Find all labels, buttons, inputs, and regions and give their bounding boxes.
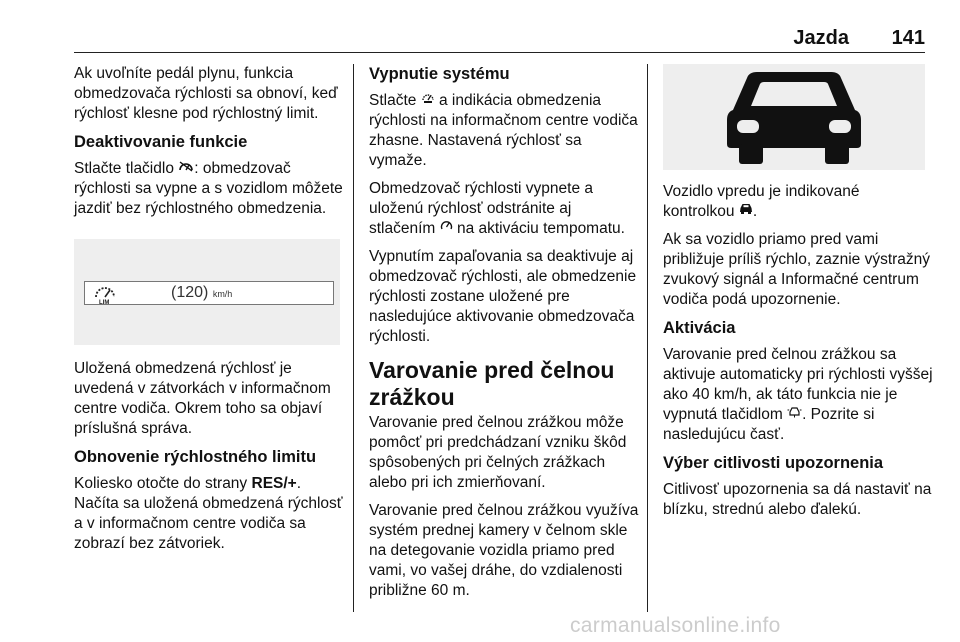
heading-deactivate: Deaktivovanie funkcie — [74, 133, 248, 151]
text-segment: . Načíta sa uložená obmedzená rýchlosť a v informačnom centre vodiča sa zobrazí bez zátvoriek. — [74, 475, 343, 552]
paragraph-indicator — [663, 182, 935, 222]
paragraph-resume: Ak uvoľníte pedál plynu, funkcia obmedzovača rýchlosti sa obnoví, keď rýchlosť klesne pod rýchlostný limit. — [74, 65, 338, 122]
speed-limiter-off-icon — [178, 160, 194, 174]
text-segment: Vozidlo vpredu je indikované kontrolkou — [663, 183, 860, 220]
text-segment: Obmedzovač rýchlosti vypnete a uloženú rýchlosť odstránite aj stlačením — [369, 180, 593, 237]
paragraph-approach: Ak sa vozidlo priamo pred vami približuje príliš rýchlo, zaznie výstražný zvukový signál a Informačné centrum vodiča podá upozornenie. — [663, 231, 931, 308]
heading-restore: Obnovenie rýchlostného limitu — [74, 448, 317, 466]
lim-label: LIM — [99, 300, 110, 305]
text-segment: . — [752, 203, 758, 220]
column-2 — [369, 64, 641, 609]
text-segment: a indikácia obmedzenia rýchlosti na informačnom centre vodiča zhasne. Nastavená rýchlosť sa vymaže. — [369, 92, 638, 169]
text-segment: Stlačte — [369, 92, 421, 109]
cruise-control-icon — [440, 219, 453, 234]
vehicle-ahead-figure — [663, 64, 925, 170]
paragraph-system-off — [369, 91, 641, 171]
text-segment: : obmedzovač rýchlosti sa vypne a s vozidlom môžete jazdiť bez rýchlostného obmedzenia. — [74, 160, 343, 217]
paragraph-stored-speed: Uložená obmedzená rýchlosť je uvedená v zátvorkách v informačnom centre vodiča. Okrem toho sa objaví príslušná správa. — [74, 360, 331, 437]
page-number: 141 — [891, 27, 925, 49]
res-plus-label: RES/+ — [251, 475, 297, 492]
collision-alert-button-icon — [787, 406, 802, 420]
chapter-title: Jazda — [793, 27, 849, 49]
paragraph-activation — [663, 345, 935, 445]
vehicle-ahead-icon — [723, 70, 865, 166]
text-segment: Varovanie pred čelnou zrážkou sa aktivuje automaticky pri rýchlosti vyššej ako 40 km/h, ak táto funkcia nie je vypnutá tlačidlom — [663, 346, 933, 423]
heading-activation: Aktivácia — [663, 319, 736, 337]
paragraph-fcw-camera: Varovanie pred čelnou zrážkou využíva systém prednej kamery v čelnom skle na detegovanie vozidla priamo pred vami, vo vašej dráhe, do vzdialenosti približne 60 m. — [369, 502, 639, 599]
column-divider-2 — [647, 64, 648, 612]
column-3 — [663, 64, 935, 528]
header-rule — [74, 52, 925, 53]
limiter-display-figure — [74, 239, 340, 345]
paragraph-fcw-intro: Varovanie pred čelnou zrážkou môže pomôcť pri predchádzaní vzniku škôd spôsobených pri čelných zrážkach alebo pri ich zmierňovaní. — [369, 414, 627, 491]
text-segment: Stlačte tlačidlo — [74, 160, 179, 177]
speed-limiter-icon — [421, 91, 435, 106]
paragraph-deactivate — [74, 159, 346, 219]
text-segment: na aktiváciu tempomatu. — [452, 220, 625, 237]
watermark: carmanualsonline.info — [570, 614, 781, 637]
stored-speed — [171, 283, 232, 304]
paragraph-restore — [74, 474, 346, 554]
speed-limiter-icon — [90, 283, 120, 310]
text-segment: . Pozrite si nasledujúcu časť. — [663, 406, 875, 443]
heading-system-off: Vypnutie systému — [369, 65, 510, 83]
column-1 — [74, 64, 346, 562]
paragraph-ignition: Vypnutím zapaľovania sa deaktivuje aj obmedzovač rýchlosti, ale obmedzenie rýchlosti zostane uložené pre nasledujúce aktivovanie obmedzovača rýchlosti. — [369, 248, 637, 345]
heading-sensitivity: Výber citlivosti upozornenia — [663, 454, 884, 472]
section-title-fcw: Varovanie pred čelnou zrážkou — [369, 357, 615, 410]
stored-speed-value: (120) — [171, 284, 209, 301]
paragraph-cruise-off — [369, 179, 641, 239]
column-divider-1 — [353, 64, 354, 612]
paragraph-sensitivity: Citlivosť upozornenia sa dá nastaviť na blízku, strednú alebo ďalekú. — [663, 481, 932, 518]
page-header — [0, 0, 960, 54]
vehicle-ahead-icon — [739, 203, 753, 217]
text-segment: Koliesko otočte do strany — [74, 475, 252, 492]
speed-unit: km/h — [212, 289, 233, 299]
limiter-display — [84, 281, 334, 305]
